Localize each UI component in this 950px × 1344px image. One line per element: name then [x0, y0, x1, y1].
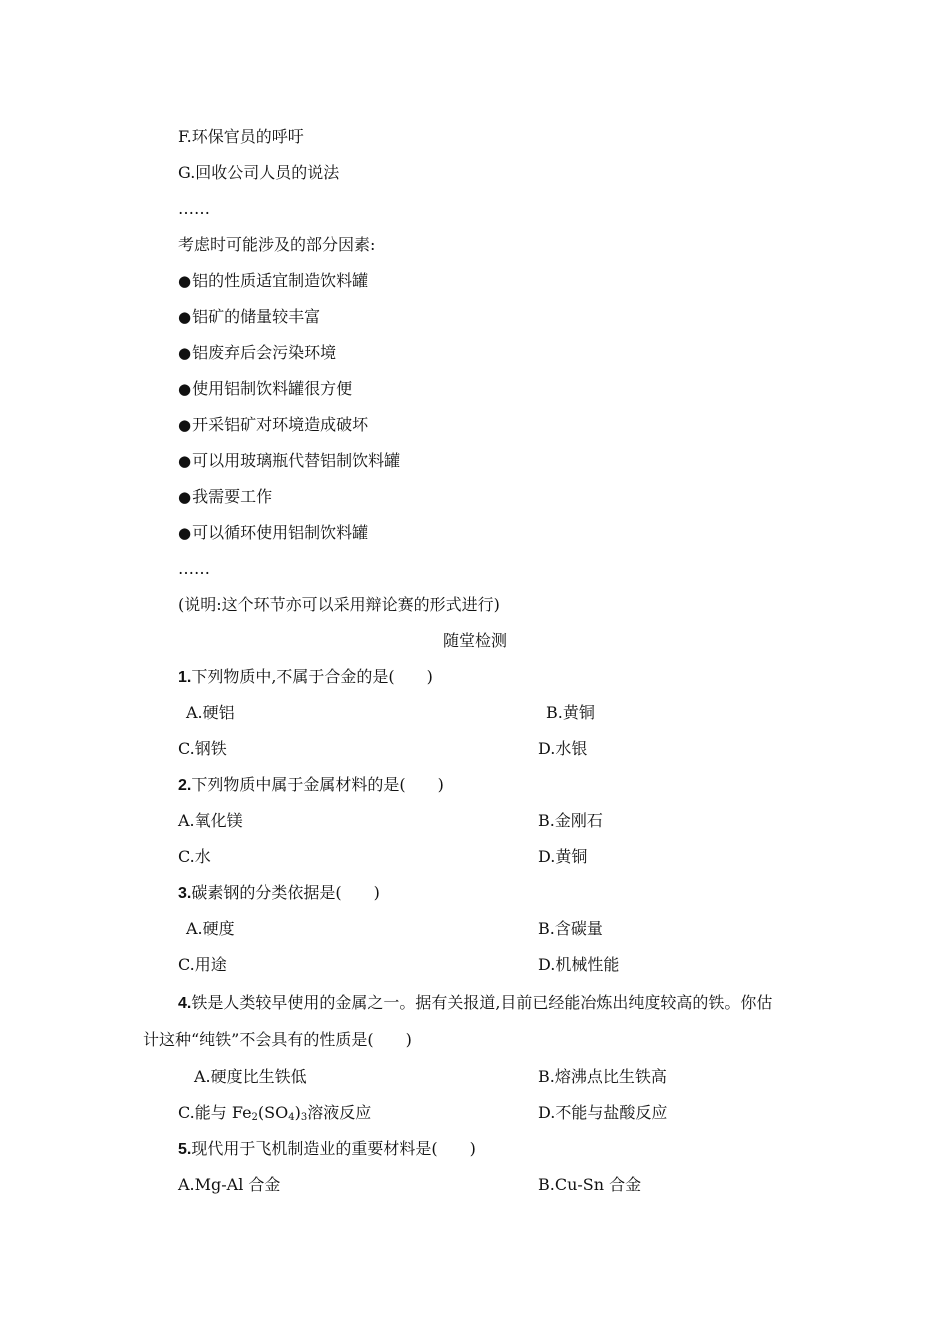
- question-number: 2.: [178, 777, 192, 794]
- option-a: A.硬度比生铁低: [194, 1067, 307, 1086]
- bullet-icon: ●: [178, 344, 192, 362]
- question-2: [178, 775, 444, 796]
- question-text-line2: 计这种“纯铁”不会具有的性质是( ): [143, 1030, 412, 1049]
- option-c: C.水: [178, 847, 211, 866]
- bullet-icon: ●: [178, 308, 192, 326]
- option-b: B.金刚石: [538, 811, 603, 830]
- factor-item: [178, 523, 368, 543]
- factor-text: 可以用玻璃瓶代替铝制饮料罐: [192, 451, 401, 470]
- subscript: 3: [300, 1112, 308, 1123]
- option-b: B.黄铜: [546, 703, 595, 722]
- option-d: D.不能与盐酸反应: [538, 1103, 668, 1122]
- question-text: 下列物质中,不属于合金的是( ): [191, 667, 433, 686]
- bullet-icon: ●: [178, 524, 192, 542]
- option-c-prefix: C.能与 Fe: [178, 1103, 252, 1122]
- factor-text: 我需要工作: [192, 487, 273, 506]
- option-b: B.Cu-Sn 合金: [538, 1175, 642, 1194]
- factor-item: [178, 343, 336, 363]
- question-text: 碳素钢的分类依据是( ): [191, 883, 380, 902]
- factor-item: [178, 379, 352, 399]
- option-b: B.熔沸点比生铁高: [538, 1067, 667, 1086]
- option-a: A.硬铝: [186, 703, 235, 722]
- option-c: C.用途: [178, 955, 227, 974]
- question-text: 下列物质中属于金属材料的是( ): [191, 775, 444, 794]
- question-number: 4.: [178, 995, 192, 1012]
- option-a: A.硬度: [186, 919, 235, 938]
- factor-text: 铝的性质适宜制造饮料罐: [192, 271, 369, 290]
- factor-item: [178, 451, 400, 471]
- question-number: 5.: [178, 1141, 192, 1158]
- factor-text: 铝矿的储量较丰富: [192, 307, 321, 326]
- question-text-line1: 铁是人类较早使用的金属之一。据有关报道,目前已经能冶炼出纯度较高的铁。你估: [191, 993, 773, 1012]
- question-text: 现代用于飞机制造业的重要材料是( ): [191, 1139, 476, 1158]
- question-number: 3.: [178, 885, 192, 902]
- ellipsis: ……: [178, 559, 210, 578]
- factor-text: 使用铝制饮料罐很方便: [192, 379, 353, 398]
- option-c-close: ): [294, 1103, 301, 1122]
- bullet-icon: ●: [178, 452, 192, 470]
- question-1: [178, 667, 433, 688]
- factor-item: [178, 307, 320, 327]
- bullet-icon: ●: [178, 488, 192, 506]
- option-c-mid: (SO: [257, 1103, 289, 1122]
- factor-item: [178, 487, 272, 507]
- question-4: [178, 993, 772, 1014]
- option-c: C.钢铁: [178, 739, 227, 758]
- subscript: 2: [251, 1112, 258, 1123]
- question-3: [178, 883, 380, 904]
- option-d: D.水银: [538, 739, 588, 758]
- option-c: [178, 1103, 371, 1123]
- note-text: (说明:这个环节亦可以采用辩论赛的形式进行): [178, 595, 500, 614]
- option-a: A.氧化镁: [178, 811, 243, 830]
- factor-text: 铝废弃后会污染环境: [192, 343, 337, 362]
- section-title: 随堂检测: [442, 631, 507, 650]
- option-d: D.机械性能: [538, 955, 620, 974]
- bullet-icon: ●: [178, 380, 192, 398]
- option-c-suffix: 溶液反应: [307, 1103, 372, 1122]
- question-5: [178, 1139, 476, 1160]
- factor-item: [178, 415, 368, 435]
- factor-text: 开采铝矿对环境造成破坏: [192, 415, 369, 434]
- subscript: 4: [288, 1112, 295, 1123]
- question-number: 1.: [178, 669, 192, 686]
- bullet-icon: ●: [178, 416, 192, 434]
- option-f-text: F.环保官员的呼吁: [178, 127, 304, 146]
- option-d: D.黄铜: [538, 847, 588, 866]
- option-g-text: G.回收公司人员的说法: [178, 163, 340, 182]
- option-b: B.含碳量: [538, 919, 603, 938]
- factor-text: 可以循环使用铝制饮料罐: [192, 523, 369, 542]
- bullet-icon: ●: [178, 272, 192, 290]
- option-a: A.Mg-Al 合金: [178, 1175, 281, 1194]
- factors-intro: 考虑时可能涉及的部分因素:: [178, 235, 376, 254]
- ellipsis: ……: [178, 199, 210, 218]
- factor-item: [178, 271, 368, 291]
